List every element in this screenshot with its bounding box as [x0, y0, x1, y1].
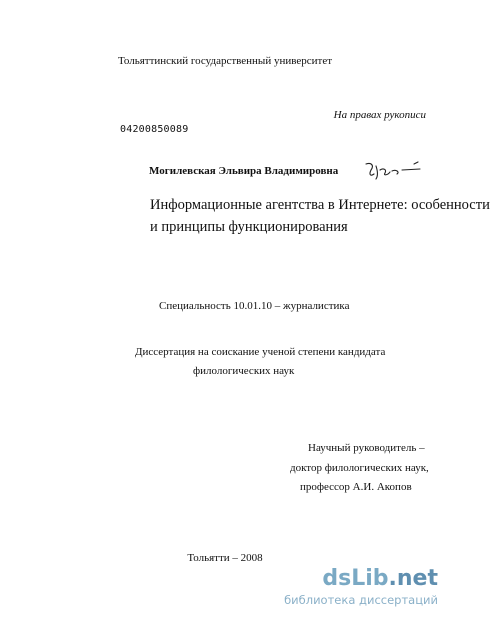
document-code: 04200850089 [120, 124, 189, 135]
dslib-watermark[interactable] [248, 568, 438, 612]
title-line-2: и принципы функционирования [150, 219, 348, 235]
supervisor-line-3: профессор А.И. Акопов [300, 481, 412, 493]
watermark-logo [322, 568, 438, 590]
specialty: Специальность 10.01.10 – журналистика [159, 300, 350, 312]
university-name: Тольяттинский государственный университет [117, 55, 333, 67]
watermark-subtitle: библиотека диссертаций [284, 593, 438, 607]
watermark-logo-part1: dsLib [322, 566, 389, 591]
signature-icon [362, 158, 422, 182]
author-name: Могилевская Эльвира Владимировна [149, 165, 339, 177]
supervisor-line-1: Научный руководитель – [308, 442, 425, 454]
title-line-1: Информационные агентства в Интернете: особенности [150, 197, 490, 213]
supervisor-line-2: доктор филологических наук, [290, 462, 429, 474]
watermark-logo-part2: .net [388, 566, 438, 591]
rights-note: На правах рукописи [333, 109, 426, 121]
dissertation-line-2: филологических наук [193, 365, 295, 377]
city-year: Тольятти – 2008 [187, 552, 263, 564]
dissertation-line-1: Диссертация на соискание ученой степени кандидата [135, 346, 386, 358]
